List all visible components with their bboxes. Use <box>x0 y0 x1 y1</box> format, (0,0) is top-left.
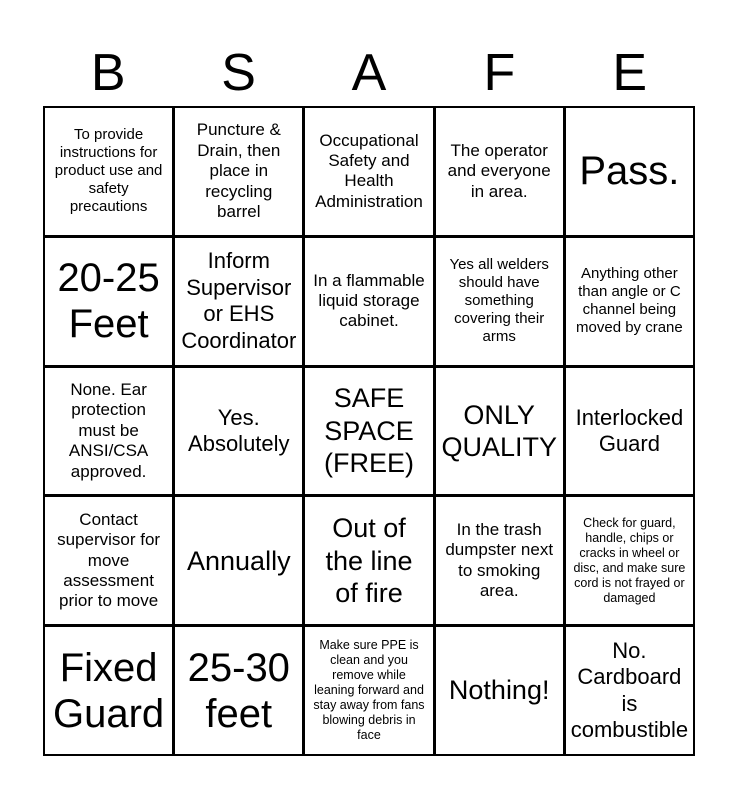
bingo-grid <box>43 106 695 756</box>
bingo-cell-r5-c2: 25-30 feet <box>175 627 302 754</box>
bingo-cell-r4-c3: Out of the line of fire <box>305 497 432 624</box>
header-letter-f: F <box>483 44 516 102</box>
bingo-cell-r5-c4: Nothing! <box>436 627 563 754</box>
header-letter-a: A <box>351 44 387 102</box>
bingo-cell-r3-c4: ONLY QUALITY <box>436 368 563 495</box>
bingo-cell-r4-c1: Contact supervisor for move assessment prior to move <box>45 497 172 624</box>
bingo-cell-r4-c2: Annually <box>175 497 302 624</box>
bingo-cell-r1-c3: Occupational Safety and Health Administration <box>305 108 432 235</box>
bingo-cell-r3-c2: Yes. Absolutely <box>175 368 302 495</box>
bingo-cell-r5-c5: No. Cardboard is combustible <box>566 627 693 754</box>
bingo-cell-r2-c2: Inform Supervisor or EHS Coordinator <box>175 238 302 365</box>
header-letter-e: E <box>612 44 648 102</box>
bingo-cell-r3-c5: Interlocked Guard <box>566 368 693 495</box>
bingo-cell-r2-c4: Yes all welders should have something covering their arms <box>436 238 563 365</box>
bingo-cell-r1-c5: Pass. <box>566 108 693 235</box>
bingo-cell-r4-c5: Check for guard, handle, chips or cracks in wheel or disc, and make sure cord is not frayed or damaged <box>566 497 693 624</box>
bingo-cell-r4-c4: In the trash dumpster next to smoking area. <box>436 497 563 624</box>
bingo-cell-r1-c4: The operator and everyone in area. <box>436 108 563 235</box>
header-letter-b: B <box>90 44 126 102</box>
bingo-header <box>43 40 695 106</box>
bingo-cell-r2-c5: Anything other than angle or C channel being moved by crane <box>566 238 693 365</box>
bingo-cell-r1-c1: To provide instructions for product use and safety precautions <box>45 108 172 235</box>
bingo-cell-free-space: SAFE SPACE (FREE) <box>305 368 432 495</box>
header-letter-s: S <box>221 44 256 102</box>
bingo-cell-r2-c3: In a flammable liquid storage cabinet. <box>305 238 432 365</box>
bingo-cell-r2-c1: 20-25 Feet <box>45 238 172 365</box>
bingo-cell-r1-c2: Puncture & Drain, then place in recycling barrel <box>175 108 302 235</box>
bingo-cell-r3-c1: None. Ear protection must be ANSI/CSA approved. <box>45 368 172 495</box>
bingo-cell-r5-c3: Make sure PPE is clean and you remove while leaning forward and stay away from fans blowing debris in face <box>305 627 432 754</box>
bingo-cell-r5-c1: Fixed Guard <box>45 627 172 754</box>
